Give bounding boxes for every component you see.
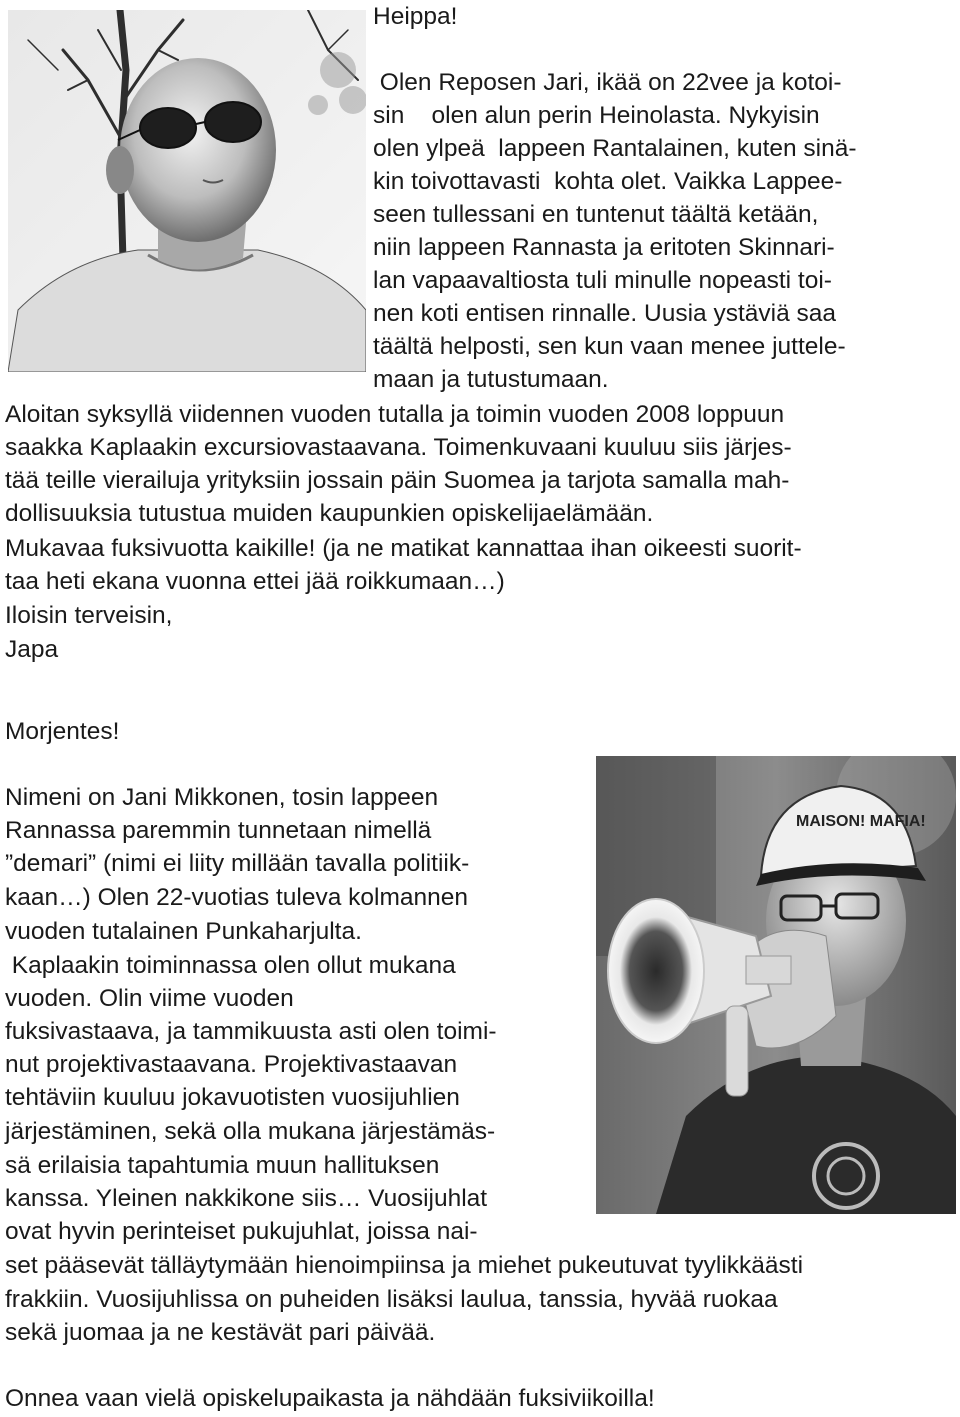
paragraph-line: taa heti ekana vuonna ettei jää roikkumaan…) bbox=[5, 568, 505, 595]
paragraph-line: vuoden tutalainen Punkaharjulta. bbox=[5, 918, 362, 945]
paragraph-line: Mukavaa fuksivuotta kaikille! (ja ne matikat kannattaa ihan oikeesti suorit- bbox=[5, 535, 802, 562]
paragraph-line: Iloisin terveisin, bbox=[5, 602, 173, 629]
paragraph-line: Nimeni on Jani Mikkonen, tosin lappeen bbox=[5, 784, 439, 811]
paragraph-line: täältä helposti, sen kun vaan menee juttele- bbox=[373, 333, 846, 360]
greeting-heippa: Heippa! bbox=[373, 3, 458, 30]
paragraph-line: kanssa. Yleinen nakkikone siis… Vuosijuhlat bbox=[5, 1185, 488, 1212]
paragraph-line: frakkiin. Vuosijuhlissa on puheiden lisäksi laulua, tanssia, hyvää ruokaa bbox=[5, 1286, 778, 1313]
paragraph-line: sekä juomaa ja ne kestävät pari päivää. bbox=[5, 1319, 436, 1346]
paragraph-line: sin olen alun perin Heinolasta. Nykyisin bbox=[373, 102, 820, 129]
paragraph-line: Kaplaakin toiminnassa olen ollut mukana bbox=[5, 952, 456, 979]
closing-line: Onnea vaan vielä opiskelupaikasta ja nähdään fuksiviikoilla! bbox=[5, 1385, 655, 1412]
paragraph-line: nen koti entisen rinnalle. Uusia ystäviä saa bbox=[373, 300, 837, 327]
photo-jani bbox=[596, 756, 956, 1214]
signature-japa: Japa bbox=[5, 636, 59, 663]
cap-text: MAISON! MAFIA! bbox=[796, 813, 926, 830]
paragraph-line: Rannassa paremmin tunnetaan nimellä bbox=[5, 817, 432, 844]
paragraph-line: nut projektivastaavana. Projektivastaavan bbox=[5, 1051, 458, 1078]
paragraph-line: Aloitan syksyllä viidennen vuoden tutalla ja toimin vuoden 2008 loppuun bbox=[5, 401, 785, 428]
paragraph-line: set pääsevät tälläytymään hienoimpiinsa ja miehet pukeutuvat tyylikkäästi bbox=[5, 1252, 804, 1279]
paragraph-line: kaan…) Olen 22-vuotias tuleva kolmannen bbox=[5, 884, 469, 911]
paragraph-line: vuoden. Olin viime vuoden bbox=[5, 985, 294, 1012]
greeting-morjentes: Morjentes! bbox=[5, 718, 120, 745]
photo-jari bbox=[8, 10, 366, 372]
paragraph-line: järjestäminen, sekä olla mukana järjestämäs- bbox=[5, 1118, 496, 1145]
paragraph-line: olen ylpeä lappeen Rantalainen, kuten sinä- bbox=[373, 135, 857, 162]
paragraph-line: saakka Kaplaakin excursiovastaavana. Toimenkuvaani kuuluu siis järjes- bbox=[5, 434, 792, 461]
paragraph-line: tehtäviin kuuluu jokavuotisten vuosijuhlien bbox=[5, 1084, 460, 1111]
paragraph-line: maan ja tutustumaan. bbox=[373, 366, 609, 393]
paragraph-line: dollisuuksia tutustua muiden kaupunkien opiskelijaelämään. bbox=[5, 500, 654, 527]
paragraph-line: ovat hyvin perinteiset pukujuhlat, joissa nai- bbox=[5, 1218, 478, 1245]
paragraph-line: Olen Reposen Jari, ikää on 22vee ja kotoi- bbox=[373, 69, 842, 96]
portrait-sunglasses-photo-icon bbox=[8, 10, 366, 372]
paragraph-line: niin lappeen Rannasta ja eritoten Skinnari- bbox=[373, 234, 835, 261]
paragraph-line: seen tullessani en tuntenut täältä ketään, bbox=[373, 201, 819, 228]
paragraph-line: tää teille vierailuja yrityksiin jossain päin Suomea ja tarjota samalla mah- bbox=[5, 467, 790, 494]
paragraph-line: fuksivastaava, ja tammikuusta asti olen toimi- bbox=[5, 1018, 497, 1045]
megaphone-photo-icon bbox=[596, 756, 956, 1214]
paragraph-line: sä erilaisia tapahtumia muun hallituksen bbox=[5, 1152, 440, 1179]
paragraph-line: ”demari” (nimi ei liity millään tavalla politiik- bbox=[5, 850, 470, 877]
paragraph-line: kin toivottavasti kohta olet. Vaikka Lappee- bbox=[373, 168, 843, 195]
paragraph-line: lan vapaavaltiosta tuli minulle nopeasti toi- bbox=[373, 267, 832, 294]
